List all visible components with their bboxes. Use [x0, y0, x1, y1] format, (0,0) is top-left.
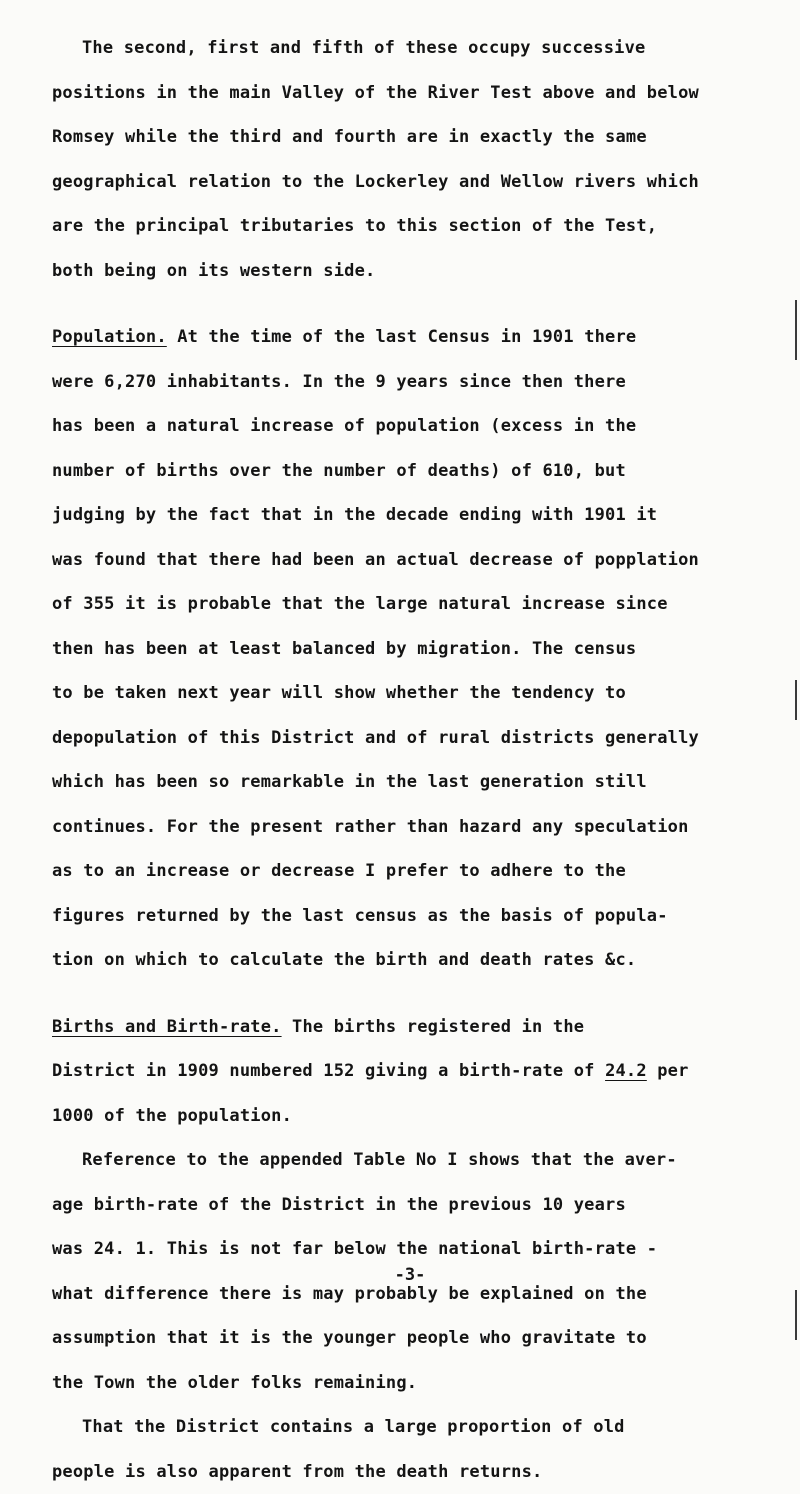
text-line: as to an increase or decrease I prefer to adhere to the — [52, 849, 782, 894]
text-line: tion on which to calculate the birth and death rates &c. — [52, 938, 782, 983]
text-line: to be taken next year will show whether the tendency to — [52, 671, 782, 716]
text-line: people is also apparent from the death returns. — [52, 1450, 782, 1494]
text-line: was 24. 1. This is not far below the national birth-rate - — [52, 1227, 782, 1272]
text-line: the Town the older folks remaining. — [52, 1361, 782, 1406]
text-span: District in 1909 numbered 152 giving a birth-rate of — [52, 1061, 605, 1081]
text-line: judging by the fact that in the decade ending with 1901 it — [52, 493, 782, 538]
text-line: positions in the main Valley of the River Test above and below — [52, 71, 782, 116]
text-line: number of births over the number of deaths) of 610, but — [52, 449, 782, 494]
text-span: The births registered in the — [282, 1017, 585, 1037]
text-line: which has been so remarkable in the last generation still — [52, 760, 782, 805]
text-span: per — [647, 1061, 689, 1081]
text-line: Romsey while the third and fourth are in exactly the same — [52, 115, 782, 160]
text-line: age birth-rate of the District in the previous 10 years — [52, 1183, 782, 1228]
scan-edge-mark — [795, 1290, 797, 1340]
text-line: was found that there had been an actual decrease of popplation — [52, 538, 782, 583]
text-line: then has been at least balanced by migration. The census — [52, 627, 782, 672]
text-line: both being on its western side. — [52, 249, 782, 294]
text-line: depopulation of this District and of rural districts generally — [52, 716, 782, 761]
text-line: continues. For the present rather than hazard any speculation — [52, 805, 782, 850]
births-section — [52, 1005, 782, 1494]
text-line: Reference to the appended Table No I shows that the aver- — [52, 1138, 782, 1183]
text-line: of 355 it is probable that the large natural increase since — [52, 582, 782, 627]
text-span: At the time of the last Census in 1901 there — [167, 327, 637, 347]
text-line: has been a natural increase of population (excess in the — [52, 404, 782, 449]
text-line: are the principal tributaries to this section of the Test, — [52, 204, 782, 249]
page-number: -3- — [0, 1265, 800, 1285]
scan-edge-mark — [795, 680, 797, 720]
intro-paragraph — [52, 26, 782, 293]
text-line: what difference there is may probably be explained on the — [52, 1272, 782, 1317]
text-line — [52, 1049, 782, 1094]
population-section — [52, 315, 782, 983]
text-line: were 6,270 inhabitants. In the 9 years since then there — [52, 360, 782, 405]
text-line: The second, first and fifth of these occupy successive — [52, 26, 782, 71]
text-line: 1000 of the population. — [52, 1094, 782, 1139]
text-line: geographical relation to the Lockerley and Wellow rivers which — [52, 160, 782, 205]
population-heading: Population. — [52, 327, 167, 347]
scan-edge-mark — [795, 300, 797, 360]
text-line — [52, 315, 782, 360]
text-line — [52, 1005, 782, 1050]
text-line: assumption that it is the younger people who gravitate to — [52, 1316, 782, 1361]
births-heading: Births and Birth-rate. — [52, 1017, 282, 1037]
text-line: That the District contains a large proportion of old — [52, 1405, 782, 1450]
text-line: figures returned by the last census as the basis of popula- — [52, 894, 782, 939]
birth-rate-value: 24.2 — [605, 1061, 647, 1081]
